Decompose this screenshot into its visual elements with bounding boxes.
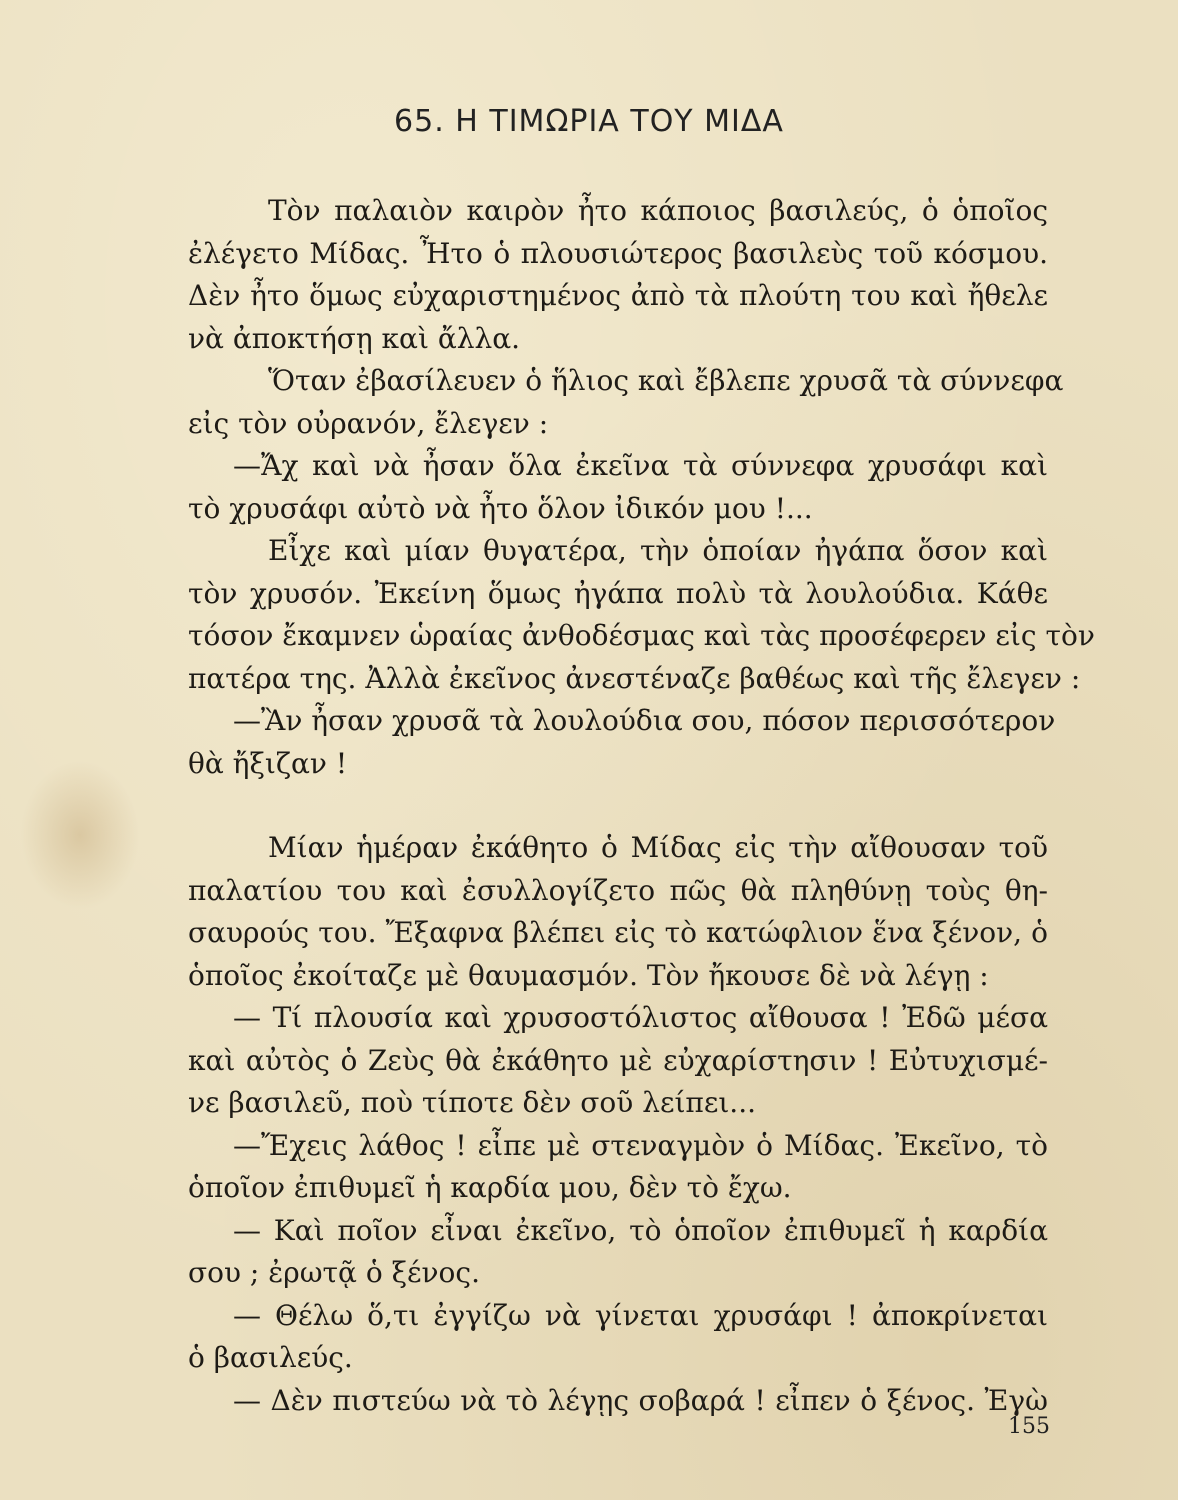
text-line: καὶ αὐτὸς ὁ Ζεὺς θὰ ἐκάθητο μὲ εὐχαρίστησιν ! Εὐτυχισμέ- [188, 1043, 1048, 1077]
text-line: Τὸν παλαιὸν καιρὸν ἦτο κάποιος βασιλεύς, ὁ ὁποῖος [268, 194, 1048, 227]
text-line: νὰ ἀποκτήσῃ καὶ ἄλλα. [188, 321, 521, 355]
text-line: ὁ βασιλεύς. [188, 1341, 353, 1374]
text-line: —Ἄχ καὶ νὰ ἦσαν ὅλα ἐκεῖνα τὰ σύννεφα χρυσάφι καὶ [233, 449, 1048, 482]
text-line: εἰς τὸν οὐρανόν, ἔλεγεν : [188, 406, 549, 440]
text-line: ὁποῖος ἐκοίταζε μὲ θαυμασμόν. Τὸν ἤκουσε δὲ νὰ λέγῃ : [188, 958, 989, 992]
text-line: — Τί πλουσία καὶ χρυσοστόλιστος αἴθουσα ! Ἐδῶ μέσα [233, 1001, 1048, 1034]
chapter-title: 65. Η ΤΙΜΩΡΙΑ ΤΟΥ ΜΙΔΑ [394, 104, 784, 139]
paragraph-gap [188, 785, 1048, 827]
text-line: θὰ ἤξιζαν ! [188, 746, 348, 780]
body-text [188, 190, 1095, 1422]
text-line: πατέρα της. Ἀλλὰ ἐκεῖνος ἀνεστέναζε βαθέως καὶ τῆς ἔλεγεν : [188, 661, 1081, 695]
text-line: —Ἂν ἦσαν χρυσᾶ τὰ λουλούδια σου, πόσον περισσότερον [233, 704, 1056, 737]
text-line: σου ; ἐρωτᾷ ὁ ξένος. [188, 1256, 480, 1289]
text-line: τὸ χρυσάφι αὐτὸ νὰ ἦτο ὅλον ἰδικόν μου !... [188, 491, 813, 525]
text-line: Ὅταν ἐβασίλευεν ὁ ἥλιος καὶ ἔβλεπε χρυσᾶ τὰ σύννεφα [268, 364, 1064, 397]
text-line: — Δὲν πιστεύω νὰ τὸ λέγῃς σοβαρά ! εἶπεν ὁ ξένος. Ἐγὼ [233, 1383, 1048, 1417]
page-number: 155 [1008, 1414, 1050, 1439]
text-line: Δὲν ἦτο ὅμως εὐχαριστημένος ἀπὸ τὰ πλούτη του καὶ ἤθελε [188, 279, 1048, 312]
text-line: Μίαν ἡμέραν ἐκάθητο ὁ Μίδας εἰς τὴν αἴθουσαν τοῦ [268, 831, 1048, 864]
text-line: — Καὶ ποῖον εἶναι ἐκεῖνο, τὸ ὁποῖον ἐπιθυμεῖ ἡ καρδία [233, 1213, 1048, 1247]
text-line: παλατίου του καὶ ἐσυλλογίζετο πῶς θὰ πληθύνῃ τοὺς θη- [188, 873, 1048, 907]
text-line: ὁποῖον ἐπιθυμεῖ ἡ καρδία μου, δὲν τὸ ἔχω. [188, 1171, 792, 1204]
text-line: — Θέλω ὅ,τι ἐγγίζω νὰ γίνεται χρυσάφι ! ἀποκρίνεται [233, 1298, 1048, 1332]
text-line: σαυρούς του. Ἔξαφνα βλέπει εἰς τὸ κατώφλιον ἕνα ξένον, ὁ [188, 916, 1048, 949]
text-line: νε βασιλεῦ, ποὺ τίποτε δὲν σοῦ λείπει... [188, 1086, 757, 1119]
text-line: τὸν χρυσόν. Ἐκείνη ὅμως ἠγάπα πολὺ τὰ λουλούδια. Κάθε [188, 576, 1048, 610]
text-line: τόσον ἔκαμνεν ὡραίας ἀνθοδέσμας καὶ τὰς προσέφερεν εἰς τὸν [188, 619, 1095, 652]
page-stain [20, 760, 140, 910]
text-line: —Ἔχεις λάθος ! εἶπε μὲ στεναγμὸν ὁ Μίδας. Ἐκεῖνο, τὸ [233, 1128, 1048, 1162]
text-line: Εἶχε καὶ μίαν θυγατέρα, τὴν ὁποίαν ἠγάπα ὅσον καὶ [268, 534, 1048, 567]
text-line: ἐλέγετο Μίδας. Ἦτο ὁ πλουσιώτερος βασιλεὺς τοῦ κόσμου. [188, 236, 1048, 270]
